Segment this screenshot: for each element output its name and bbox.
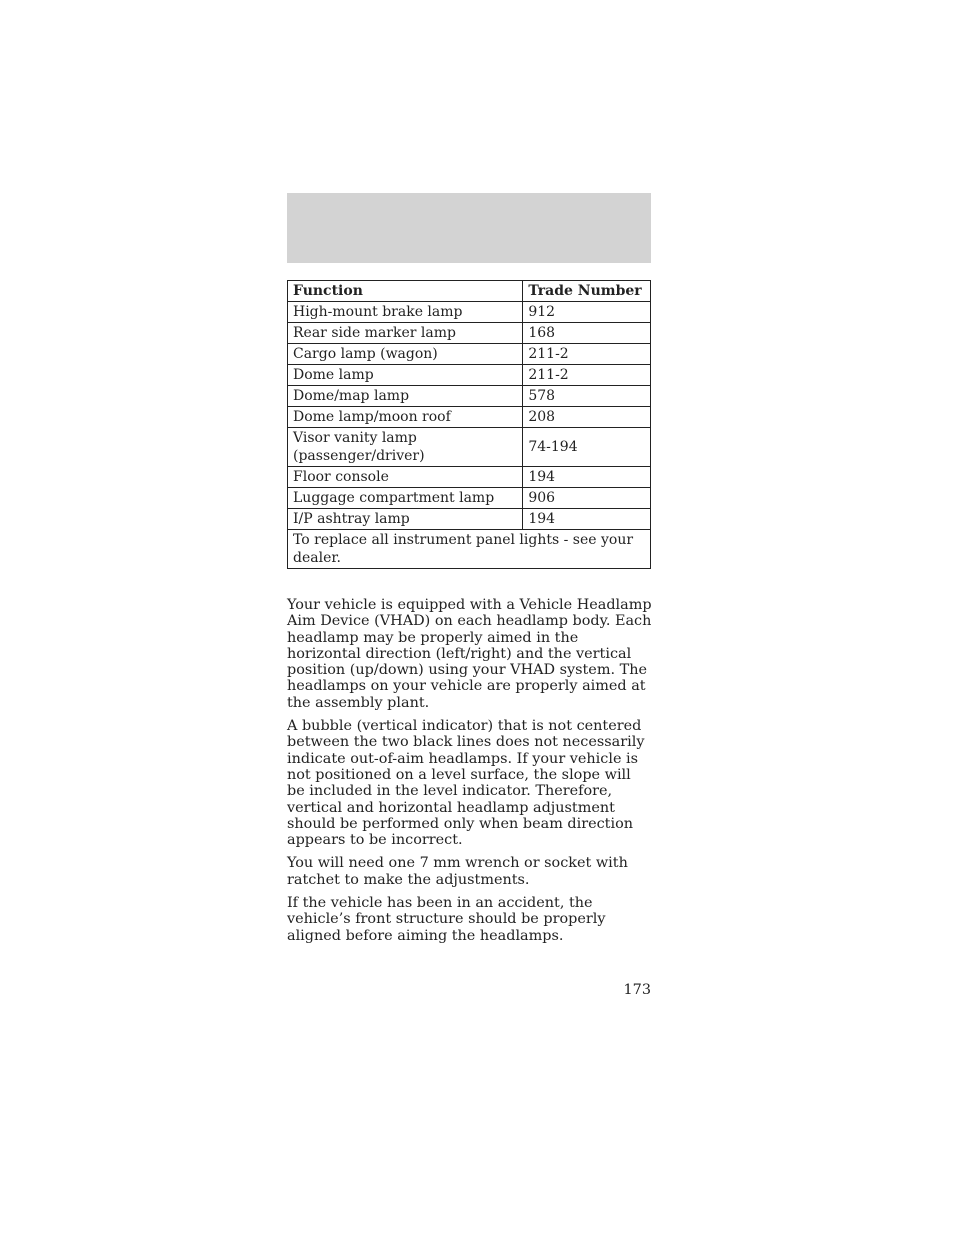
section-header-band [287,193,651,263]
paragraph-accident-note: If the vehicle has been in an accident, the vehicle’s front structure should be properly aligned before aiming the headlamps. [287,895,606,944]
bulb-table [287,280,651,569]
row-trade-number: 194 [523,509,651,530]
row-trade-number: 74-194 [523,428,651,467]
row-trade-number: 578 [523,386,651,407]
row-trade-number: 211-2 [523,365,651,386]
row-function: Rear side marker lamp [288,323,523,344]
row-trade-number: 168 [523,323,651,344]
table-row [288,386,651,407]
table-row [288,428,651,467]
row-function: Cargo lamp (wagon) [288,344,523,365]
header-trade-number: Trade Number [523,281,651,302]
page-number: 173 [623,982,651,998]
row-function: High-mount brake lamp [288,302,523,323]
table-footnote-row [288,530,651,569]
row-trade-number: 211-2 [523,344,651,365]
table-row [288,302,651,323]
header-function: Function [288,281,523,302]
paragraph-tools-needed: You will need one 7 mm wrench or socket with ratchet to make the adjustments. [287,855,628,888]
row-function: Dome lamp/moon roof [288,407,523,428]
table-row [288,467,651,488]
table-footnote: To replace all instrument panel lights - see your dealer. [288,530,651,569]
table-row [288,344,651,365]
row-function: I/P ashtray lamp [288,509,523,530]
row-function: Floor console [288,467,523,488]
row-trade-number: 912 [523,302,651,323]
row-trade-number: 906 [523,488,651,509]
table-header-row [288,281,651,302]
paragraph-bubble-indicator: A bubble (vertical indicator) that is not centered between the two black lines does not necessarily indicate out-of-aim headlamps. If your vehicle is not positioned on a level surface, the slope will be included in the level indicator. Therefore, vertical and horizontal headlamp adjustment should be performed only when beam direction appears to be incorrect. [287,718,645,849]
table-row [288,323,651,344]
table-row [288,407,651,428]
row-function: Visor vanity lamp (passenger/driver) [288,428,523,467]
paragraph-vhad-intro: Your vehicle is equipped with a Vehicle Headlamp Aim Device (VHAD) on each headlamp body. Each headlamp may be properly aimed in the horizontal direction (left/right) and the vertical position (up/down) using your VHAD system. The headlamps on your vehicle are properly aimed at the assembly plant. [287,597,652,711]
row-trade-number: 208 [523,407,651,428]
table-row [288,488,651,509]
row-trade-number: 194 [523,467,651,488]
row-function: Dome/map lamp [288,386,523,407]
table-row [288,509,651,530]
body-text [287,597,653,951]
table-row [288,365,651,386]
row-function: Luggage compartment lamp [288,488,523,509]
row-function: Dome lamp [288,365,523,386]
